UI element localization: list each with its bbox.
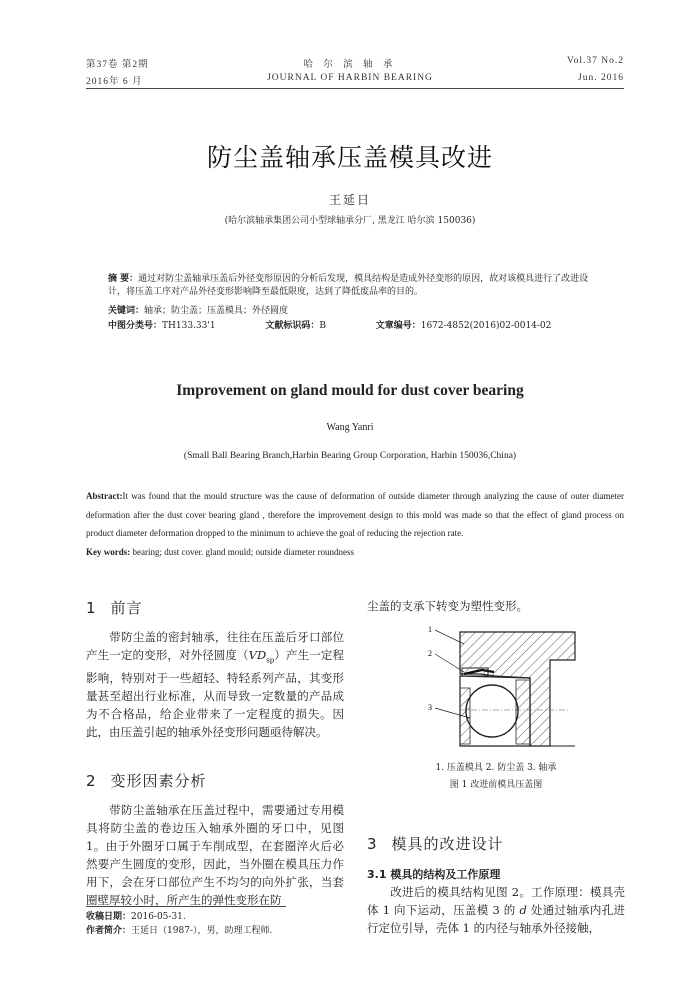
- keywords-en-text: bearing; dust cover. gland mould; outside diameter roundness: [132, 546, 354, 557]
- doc-code-label: 文献标识码：: [265, 321, 320, 331]
- header-journal-en: JOURNAL OF HARBIN BEARING: [267, 73, 433, 83]
- figure-1-caption: 图 1 改进前模具压盖图: [449, 780, 543, 790]
- abstract-cn-label: 摘 要：: [108, 274, 139, 284]
- abstract-cn: [108, 273, 604, 298]
- section-2-heading: [86, 770, 207, 791]
- bearing-ball: [466, 685, 518, 737]
- section-1-heading: [86, 597, 143, 618]
- header-volume: 第37卷 第2期: [86, 60, 149, 70]
- footnote-rule: [86, 906, 286, 907]
- subsection-3-1-paragraph: 改进后的模具结构见图 2。工作原理：模具壳体 1 向下运动，压盖模 3 的 d 处通过轴承内孔进行定位引导，壳体 1 的内径与轴承外径接触，: [367, 885, 625, 935]
- section-1-number: 1: [86, 599, 97, 617]
- affiliation-cn: (哈尔滨轴承集团公司小型球轴承分厂, 黑龙江 哈尔滨 150036): [224, 216, 476, 226]
- section-1-title: 前言: [110, 599, 143, 617]
- keywords-cn: [108, 305, 604, 318]
- section-2-paragraph: 带防尘盖轴承在压盖过程中，需要通过专用模具将防尘盖的卷边压入轴承外圈的牙口中，见图 1。由于外圈牙口属于车削成型，在套圈淬火后必然要产生圆度的变形，因此，当外圈在模具压力作用下，会在牙口部位产生不均匀的向外扩张，当套圈壁厚较小时，所产生的弹性变形在防: [86, 803, 344, 907]
- abstract-en-text: It was found that the mould structure was the cause of deformation of outside diameter through analyzing the cause of outer diameter deformation after the dust cover bearing gland , therefore the improvement design to this mold was made so that the effect of gland process on product diameter deformation dropped to the minimum to achieve the goal of reducing the rejection rate.: [86, 491, 624, 538]
- keywords-cn-text: 轴承；防尘盖；压盖模具；外径圆度: [144, 306, 289, 316]
- figure-1-legend: 1. 压盖模具 2. 防尘盖 3. 轴承: [435, 763, 557, 773]
- footnote: 收稿日期：2016-05-31. 作者简介：王延日（1987-），男，助理工程师.: [86, 912, 273, 936]
- right-column-continuation: 尘盖的支承下转变为塑性变形。: [367, 599, 528, 613]
- section-3-heading: [367, 833, 504, 854]
- header-rule: [86, 88, 624, 89]
- keywords-cn-label: 关键词：: [108, 306, 145, 316]
- abstract-en-label: Abstract:: [86, 491, 123, 501]
- section-3-title: 模具的改进设计: [391, 835, 504, 853]
- inner-ring-section: [460, 688, 470, 744]
- header-volume-en: Vol.37 No.2: [566, 56, 624, 66]
- section-2-title: 变形因素分析: [110, 772, 207, 790]
- header-journal-cn: 哈 尔 滨 轴 承: [303, 60, 397, 70]
- clc-label: 中图分类号：: [108, 321, 163, 331]
- article-no-value: 1672-4852(2016)02-0014-02: [420, 321, 552, 331]
- header-date-en: Jun. 2016: [578, 73, 624, 83]
- keywords-en-label: Key words:: [86, 546, 131, 557]
- title-en: Improvement on gland mould for dust cover bearing: [176, 382, 524, 399]
- classification-line: [108, 320, 604, 333]
- clc-value: TH133.33'1: [162, 321, 216, 331]
- header-date-cn: 2016年 6 月: [86, 77, 143, 87]
- section-2-number: 2: [86, 772, 97, 790]
- author-cn: 王延日: [328, 193, 371, 207]
- title-cn: 防尘盖轴承压盖模具改进: [206, 143, 493, 172]
- figure-1-label-2: 2: [428, 649, 432, 658]
- section-3-number: 3: [367, 835, 378, 853]
- figure-1-label-1: 1: [428, 625, 432, 634]
- affiliation-en: (Small Ball Bearing Branch,Harbin Bearing Group Corporation, Harbin 150036,China): [183, 451, 517, 461]
- doc-code-value: B: [319, 321, 326, 331]
- subsection-3-1-title: 3.1 模具的结构及工作原理: [367, 868, 501, 881]
- article-no-label: 文章编号：: [375, 321, 421, 331]
- author-en: Wang Yanri: [326, 422, 374, 433]
- abstract-en: [86, 487, 624, 561]
- figure-1-drawing: [420, 618, 580, 750]
- abstract-cn-text: 通过对防尘盖轴承压盖后外径变形原因的分析后发现，模具结构是造成外径变形的原因，故对该模具进行了改进设计，将压盖工序对产品外径变形影响降至最低限度，达到了降低废品率的目的。: [108, 274, 589, 297]
- section-1-paragraph: 带防尘盖的密封轴承，往往在压盖后牙口部位产生一定的变形，对外径圆度$(VD_{sp})$产生一定程影响，特别对于一些超轻、特轻系列产品，其变形量甚至超出行业标准，从而导致一定数量的产品成为不合格品，给企业带来了一定程度的损失。因此，由压盖引起的轴承外径变形问题亟待解决。: [86, 630, 344, 740]
- figure-1-label-3: 3: [428, 703, 432, 712]
